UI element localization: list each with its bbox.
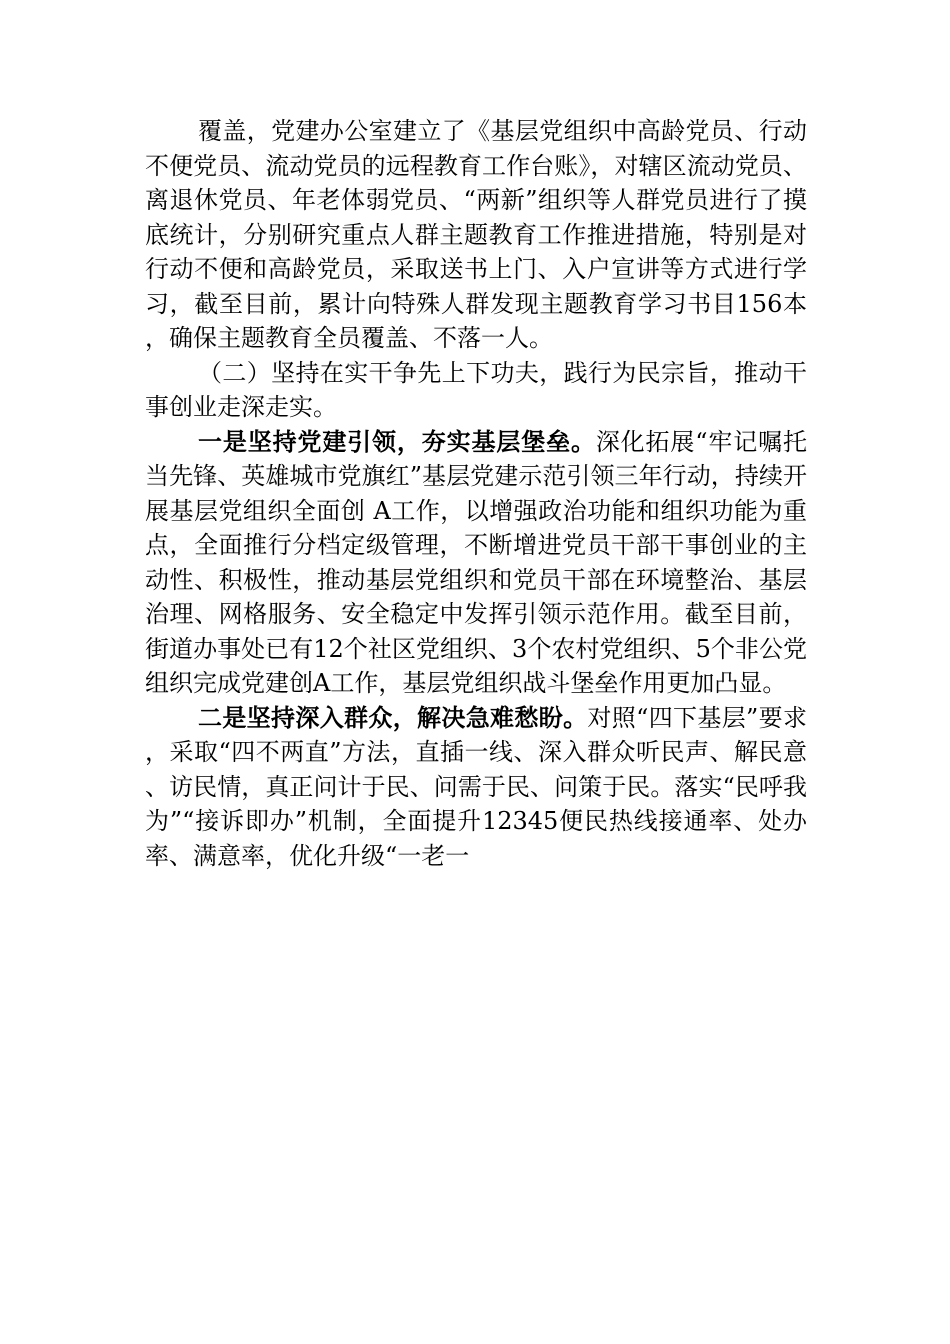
- paragraph-lead-bold: 二是坚持深入群众，解决急难愁盼。: [198, 702, 588, 732]
- paragraph-coverage: [145, 114, 807, 356]
- paragraph-text: 对照“四下基层”要求，采取“四不两直”方法，直插一线、深入群众听民声、解民意、访民情，真正问计于民、问需于民、问策于民。落实“民呼我为”“接诉即办”机制，全面提升12345便民热线接通率、处办率、满意率，优化升级“一老一: [145, 703, 808, 870]
- paragraph-lead-bold: 一是坚持党建引领，夯实基层堡垒。: [198, 426, 596, 456]
- paragraph-text: 深化拓展“牢记嘱托当先锋、英雄城市党旗红”基层党建示范引领三年行动，持续开展基层党组织全面创 A工作，以增强政治功能和组织功能为重点，全面推行分档定级管理，不断增进党员干部干事创业的主动性、积极性，推动基层党组织和党员干部在环境整治、基层治理、网格服务、安全稳定中发挥引领示范作用。截至目前，街道办事处已有12个社区党组织、3个农村党组织、5个非公党组织完成党建创A工作，基层党组织战斗堡垒作用更加凸显。: [145, 427, 807, 697]
- paragraph-masses: [145, 701, 807, 874]
- document-body: [145, 114, 807, 873]
- paragraph-text: 覆盖，党建办公室建立了《基层党组织中高龄党员、行动不便党员、流动党员的远程教育工作台账》，对辖区流动党员、离退休党员、年老体弱党员、“两新”组织等人群党员进行了摸底统计，分别研究重点人群主题教育工作推进措施，特别是对行动不便和高龄党员，采取送书上门、入户宣讲等方式进行学习，截至目前，累计向特殊人群发现主题教育学习书目156本，确保主题教育全员覆盖、不落一人。: [145, 117, 807, 352]
- section-heading-two: [145, 356, 807, 425]
- paragraph-party-building: [145, 425, 807, 701]
- section-heading-text: （二）坚持在实干争先上下功夫，践行为民宗旨，推动干事创业走深走实。: [145, 358, 807, 421]
